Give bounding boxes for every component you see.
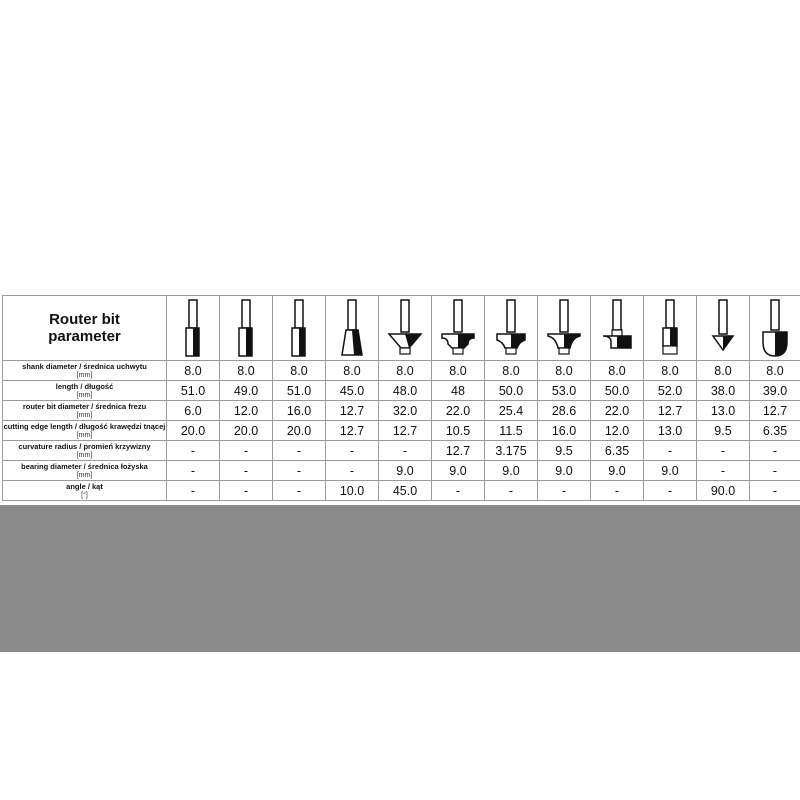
value-cell: - — [538, 481, 591, 501]
parameter-name: router bit diameter / średnica frezu — [22, 401, 147, 411]
straight-bit-icon — [228, 298, 264, 358]
table-row — [3, 421, 800, 441]
value-cell: 12.7 — [326, 421, 379, 441]
value-cell: 8.0 — [379, 361, 432, 381]
value-cell: 12.7 — [326, 401, 379, 421]
parameter-label-cell — [3, 421, 167, 441]
value-cell: 53.0 — [538, 381, 591, 401]
parameter-unit: [mm] — [76, 431, 93, 439]
parameter-name: curvature radius / promień krzywizny — [18, 441, 151, 451]
value-cell: 22.0 — [591, 401, 644, 421]
value-cell: 39.0 — [750, 381, 800, 401]
value-cell: 12.7 — [750, 401, 800, 421]
value-cell: 9.5 — [697, 421, 750, 441]
parameter-name: length / długość — [55, 381, 114, 391]
parameter-unit: [mm] — [76, 411, 93, 419]
value-cell: 8.0 — [750, 361, 800, 381]
parameter-unit: [°] — [81, 491, 88, 499]
value-cell: 6.35 — [750, 421, 800, 441]
bit-icon-cell-10 — [644, 296, 697, 361]
bit-icon-cell-5 — [379, 296, 432, 361]
value-cell: 16.0 — [273, 401, 326, 421]
ogee-bearing-bit-icon — [491, 298, 531, 358]
table-title-line2: parameter — [48, 328, 121, 345]
value-cell: 49.0 — [220, 381, 273, 401]
value-cell: 9.5 — [538, 441, 591, 461]
value-cell: 8.0 — [591, 361, 644, 381]
value-cell: 9.0 — [379, 461, 432, 481]
value-cell: - — [220, 441, 273, 461]
table-row — [3, 361, 800, 381]
parameter-label-cell — [3, 401, 167, 421]
parameter-label-cell — [3, 481, 167, 501]
straight-bit-icon — [175, 298, 211, 358]
core-box-bit-icon — [757, 298, 793, 358]
value-cell: 8.0 — [644, 361, 697, 381]
router-bit-spec-table — [2, 295, 800, 501]
value-cell: 20.0 — [220, 421, 273, 441]
value-cell: 45.0 — [379, 481, 432, 501]
bit-icon-cell-11 — [697, 296, 750, 361]
parameter-label-cell — [3, 441, 167, 461]
bit-icon-cell-1 — [167, 296, 220, 361]
value-cell: - — [750, 441, 800, 461]
roundover-bit-icon — [544, 298, 584, 358]
value-cell: 9.0 — [538, 461, 591, 481]
value-cell: 48 — [432, 381, 485, 401]
table-title-cell — [3, 296, 167, 361]
value-cell: - — [273, 461, 326, 481]
value-cell: - — [697, 441, 750, 461]
bit-icon-cell-8 — [538, 296, 591, 361]
value-cell: 25.4 — [485, 401, 538, 421]
value-cell: 6.0 — [167, 401, 220, 421]
value-cell: 16.0 — [538, 421, 591, 441]
parameter-name: angle / kąt — [66, 481, 103, 491]
value-cell: 90.0 — [697, 481, 750, 501]
parameter-unit: [mm] — [76, 451, 93, 459]
table-title-line1: Router bit — [49, 311, 120, 328]
value-cell: 20.0 — [167, 421, 220, 441]
flush-trim-bit-icon — [652, 298, 688, 358]
bit-icon-cell-12 — [750, 296, 800, 361]
value-cell: 8.0 — [326, 361, 379, 381]
value-cell: - — [220, 481, 273, 501]
value-cell: - — [326, 441, 379, 461]
value-cell: 10.5 — [432, 421, 485, 441]
value-cell: - — [750, 481, 800, 501]
value-cell: 11.5 — [485, 421, 538, 441]
parameter-name: shank diameter / średnica uchwytu — [22, 361, 147, 371]
bit-icon-cell-6 — [432, 296, 485, 361]
table-row — [3, 461, 800, 481]
value-cell: - — [379, 441, 432, 461]
value-cell: - — [167, 481, 220, 501]
value-cell: 12.7 — [432, 441, 485, 461]
value-cell: 38.0 — [697, 381, 750, 401]
parameter-unit: [mm] — [76, 391, 93, 399]
parameter-label-cell — [3, 381, 167, 401]
parameter-label-cell — [3, 461, 167, 481]
value-cell: 52.0 — [644, 381, 697, 401]
value-cell: - — [644, 441, 697, 461]
value-cell: 9.0 — [591, 461, 644, 481]
value-cell: 13.0 — [697, 401, 750, 421]
value-cell: 51.0 — [273, 381, 326, 401]
bit-icon-cell-3 — [273, 296, 326, 361]
value-cell: - — [273, 441, 326, 461]
value-cell: 32.0 — [379, 401, 432, 421]
value-cell: 12.7 — [644, 401, 697, 421]
gray-background-band — [0, 505, 800, 652]
cove-bit-icon — [597, 298, 637, 358]
roman-ogee-bit-icon — [438, 298, 478, 358]
value-cell: 9.0 — [432, 461, 485, 481]
value-cell: 10.0 — [326, 481, 379, 501]
value-cell: - — [167, 461, 220, 481]
table-row — [3, 441, 800, 461]
value-cell: 6.35 — [591, 441, 644, 461]
value-cell: 22.0 — [432, 401, 485, 421]
v-groove-bit-icon — [705, 298, 741, 358]
value-cell: - — [485, 481, 538, 501]
value-cell: 51.0 — [167, 381, 220, 401]
value-cell: 8.0 — [220, 361, 273, 381]
value-cell: 45.0 — [326, 381, 379, 401]
value-cell: 50.0 — [591, 381, 644, 401]
value-cell: 8.0 — [538, 361, 591, 381]
parameter-unit: [mm] — [76, 471, 93, 479]
value-cell: 12.0 — [220, 401, 273, 421]
value-cell: - — [167, 441, 220, 461]
bit-icon-cell-7 — [485, 296, 538, 361]
value-cell: 8.0 — [697, 361, 750, 381]
value-cell: - — [273, 481, 326, 501]
bit-icon-cell-4 — [326, 296, 379, 361]
parameter-rows — [3, 361, 800, 501]
value-cell: 8.0 — [485, 361, 538, 381]
value-cell: - — [591, 481, 644, 501]
value-cell: - — [220, 461, 273, 481]
value-cell: 8.0 — [167, 361, 220, 381]
straight-bit-icon — [281, 298, 317, 358]
value-cell: 3.175 — [485, 441, 538, 461]
value-cell: - — [326, 461, 379, 481]
icon-header-row — [3, 296, 800, 361]
value-cell: 9.0 — [485, 461, 538, 481]
value-cell: 9.0 — [644, 461, 697, 481]
value-cell: 20.0 — [273, 421, 326, 441]
value-cell: 28.6 — [538, 401, 591, 421]
chamfer-bearing-bit-icon — [385, 298, 425, 358]
table-row — [3, 381, 800, 401]
value-cell: 12.7 — [379, 421, 432, 441]
value-cell: - — [697, 461, 750, 481]
table-row — [3, 401, 800, 421]
parameter-name: bearing diameter / średnica łożyska — [21, 461, 148, 471]
parameter-label-cell — [3, 361, 167, 381]
table-row — [3, 481, 800, 501]
bit-icon-cell-2 — [220, 296, 273, 361]
value-cell: 8.0 — [432, 361, 485, 381]
bit-icon-cell-9 — [591, 296, 644, 361]
value-cell: 13.0 — [644, 421, 697, 441]
value-cell: - — [432, 481, 485, 501]
value-cell: - — [750, 461, 800, 481]
parameter-name: cutting edge length / długość krawędzi tnącej — [3, 421, 166, 431]
value-cell: 12.0 — [591, 421, 644, 441]
value-cell: - — [644, 481, 697, 501]
value-cell: 8.0 — [273, 361, 326, 381]
value-cell: 50.0 — [485, 381, 538, 401]
dovetail-bit-icon — [334, 298, 370, 358]
parameter-unit: [mm] — [76, 371, 93, 379]
value-cell: 48.0 — [379, 381, 432, 401]
